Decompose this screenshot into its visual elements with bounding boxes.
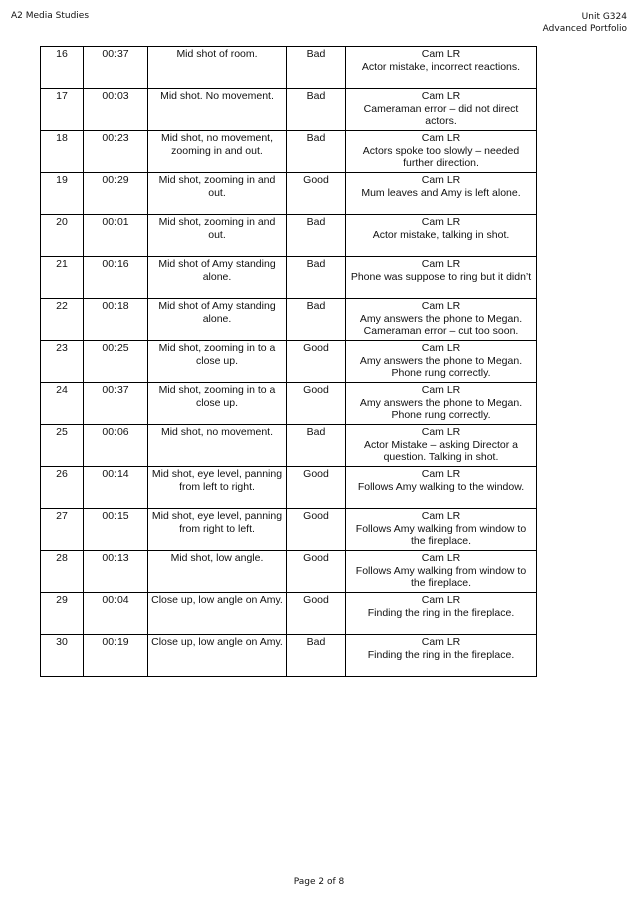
table-row — [41, 131, 537, 173]
shot-description-cell: Mid shot, zooming in to a close up. — [148, 341, 287, 383]
camera-label: Cam LR — [421, 594, 461, 606]
table-row — [41, 425, 537, 467]
note-text: Cameraman error – did not direct actors. — [363, 102, 519, 127]
note-text: Actor mistake, talking in shot. — [372, 228, 510, 241]
shot-description-cell: Mid shot, zooming in and out. — [148, 215, 287, 257]
table-row — [41, 341, 537, 383]
shot-description-cell: Mid shot, zooming in to a close up. — [148, 383, 287, 425]
timecode-cell: 00:37 — [84, 47, 148, 89]
rating-cell: Good — [287, 467, 346, 509]
timecode-cell: 00:14 — [84, 467, 148, 509]
notes-cell — [346, 257, 537, 299]
clip-number-cell: 27 — [41, 509, 84, 551]
table-row — [41, 173, 537, 215]
rating-cell: Good — [287, 551, 346, 593]
timecode-cell: 00:29 — [84, 173, 148, 215]
shot-description-cell: Mid shot, no movement. — [148, 425, 287, 467]
page-number: Page 2 of 8 — [293, 877, 345, 887]
note-text: Amy answers the phone to Megan. Phone rung correctly. — [359, 396, 523, 421]
shot-description-cell: Mid shot, zooming in and out. — [148, 173, 287, 215]
rating-cell: Good — [287, 341, 346, 383]
clip-number-cell: 21 — [41, 257, 84, 299]
timecode-cell: 00:16 — [84, 257, 148, 299]
camera-label: Cam LR — [421, 300, 461, 312]
table-row — [41, 257, 537, 299]
rating-cell: Bad — [287, 89, 346, 131]
timecode-cell: 00:18 — [84, 299, 148, 341]
notes-cell — [346, 509, 537, 551]
shot-description-cell: Close up, low angle on Amy. — [148, 593, 287, 635]
note-text: Finding the ring in the fireplace. — [367, 648, 515, 661]
shot-description-cell: Mid shot, low angle. — [148, 551, 287, 593]
timecode-cell: 00:01 — [84, 215, 148, 257]
table-row — [41, 383, 537, 425]
notes-cell — [346, 551, 537, 593]
note-text: Follows Amy walking from window to the fireplace. — [355, 522, 527, 547]
notes-cell — [346, 467, 537, 509]
rating-cell: Good — [287, 383, 346, 425]
table-row — [41, 551, 537, 593]
header-course-title: A2 Media Studies — [11, 11, 90, 21]
clip-number-cell: 16 — [41, 47, 84, 89]
table-row — [41, 89, 537, 131]
timecode-cell: 00:04 — [84, 593, 148, 635]
clip-number-cell: 26 — [41, 467, 84, 509]
clip-number-cell: 22 — [41, 299, 84, 341]
notes-cell — [346, 299, 537, 341]
clip-number-cell: 18 — [41, 131, 84, 173]
note-text: Mum leaves and Amy is left alone. — [361, 186, 521, 199]
shot-description-cell: Mid shot of room. — [148, 47, 287, 89]
rating-cell: Bad — [287, 635, 346, 677]
camera-label: Cam LR — [421, 426, 461, 438]
shot-description-cell: Mid shot of Amy standing alone. — [148, 299, 287, 341]
clip-number-cell: 28 — [41, 551, 84, 593]
camera-label: Cam LR — [421, 258, 461, 270]
clip-number-cell: 29 — [41, 593, 84, 635]
note-text: Phone was suppose to ring but it didn’t — [350, 270, 532, 283]
shot-description-cell: Mid shot. No movement. — [148, 89, 287, 131]
shot-log-table — [40, 46, 537, 677]
notes-cell — [346, 341, 537, 383]
shot-description-cell: Mid shot of Amy standing alone. — [148, 257, 287, 299]
timecode-cell: 00:06 — [84, 425, 148, 467]
note-text: Actors spoke too slowly – needed further direction. — [362, 144, 520, 169]
clip-number-cell: 25 — [41, 425, 84, 467]
notes-cell — [346, 173, 537, 215]
timecode-cell: 00:03 — [84, 89, 148, 131]
clip-number-cell: 24 — [41, 383, 84, 425]
clip-number-cell: 30 — [41, 635, 84, 677]
timecode-cell: 00:37 — [84, 383, 148, 425]
notes-cell — [346, 89, 537, 131]
camera-label: Cam LR — [421, 90, 461, 102]
notes-cell — [346, 635, 537, 677]
rating-cell: Bad — [287, 257, 346, 299]
rating-cell: Bad — [287, 47, 346, 89]
rating-cell: Bad — [287, 131, 346, 173]
timecode-cell: 00:15 — [84, 509, 148, 551]
camera-label: Cam LR — [421, 132, 461, 144]
note-text: Follows Amy walking from window to the fireplace. — [355, 564, 527, 589]
table-row — [41, 47, 537, 89]
table-row — [41, 635, 537, 677]
camera-label: Cam LR — [421, 174, 461, 186]
note-text: Actor Mistake – asking Director a question. Talking in shot. — [363, 438, 519, 463]
table-row — [41, 467, 537, 509]
table-row — [41, 299, 537, 341]
notes-cell — [346, 383, 537, 425]
camera-label: Cam LR — [421, 468, 461, 480]
camera-label: Cam LR — [421, 510, 461, 522]
shot-log-body — [41, 47, 537, 677]
notes-cell — [346, 47, 537, 89]
note-text: Amy answers the phone to Megan. Phone rung correctly. — [359, 354, 523, 379]
notes-cell — [346, 131, 537, 173]
shot-description-cell: Mid shot, no movement, zooming in and out. — [148, 131, 287, 173]
camera-label: Cam LR — [421, 342, 461, 354]
rating-cell: Good — [287, 593, 346, 635]
notes-cell — [346, 215, 537, 257]
rating-cell: Bad — [287, 299, 346, 341]
table-row — [41, 509, 537, 551]
clip-number-cell: 20 — [41, 215, 84, 257]
camera-label: Cam LR — [421, 552, 461, 564]
shot-description-cell: Mid shot, eye level, panning from left to right. — [148, 467, 287, 509]
notes-cell — [346, 425, 537, 467]
timecode-cell: 00:25 — [84, 341, 148, 383]
notes-cell — [346, 593, 537, 635]
note-text: Actor mistake, incorrect reactions. — [361, 60, 521, 73]
camera-label: Cam LR — [421, 636, 461, 648]
header-unit-info — [543, 11, 627, 35]
rating-cell: Bad — [287, 425, 346, 467]
camera-label: Cam LR — [421, 384, 461, 396]
timecode-cell: 00:23 — [84, 131, 148, 173]
timecode-cell: 00:19 — [84, 635, 148, 677]
timecode-cell: 00:13 — [84, 551, 148, 593]
note-text: Amy answers the phone to Megan. Cameraman error – cut too soon. — [359, 312, 523, 337]
shot-description-cell: Mid shot, eye level, panning from right to left. — [148, 509, 287, 551]
clip-number-cell: 19 — [41, 173, 84, 215]
header-portfolio-label: Advanced Portfolio — [542, 24, 627, 34]
clip-number-cell: 17 — [41, 89, 84, 131]
rating-cell: Good — [287, 173, 346, 215]
camera-label: Cam LR — [421, 216, 461, 228]
camera-label: Cam LR — [421, 48, 461, 60]
table-row — [41, 593, 537, 635]
clip-number-cell: 23 — [41, 341, 84, 383]
rating-cell: Good — [287, 509, 346, 551]
header-unit-code: Unit G324 — [581, 12, 627, 22]
table-row — [41, 215, 537, 257]
shot-description-cell: Close up, low angle on Amy. — [148, 635, 287, 677]
note-text: Follows Amy walking to the window. — [357, 480, 525, 493]
rating-cell: Bad — [287, 215, 346, 257]
note-text: Finding the ring in the fireplace. — [367, 606, 515, 619]
